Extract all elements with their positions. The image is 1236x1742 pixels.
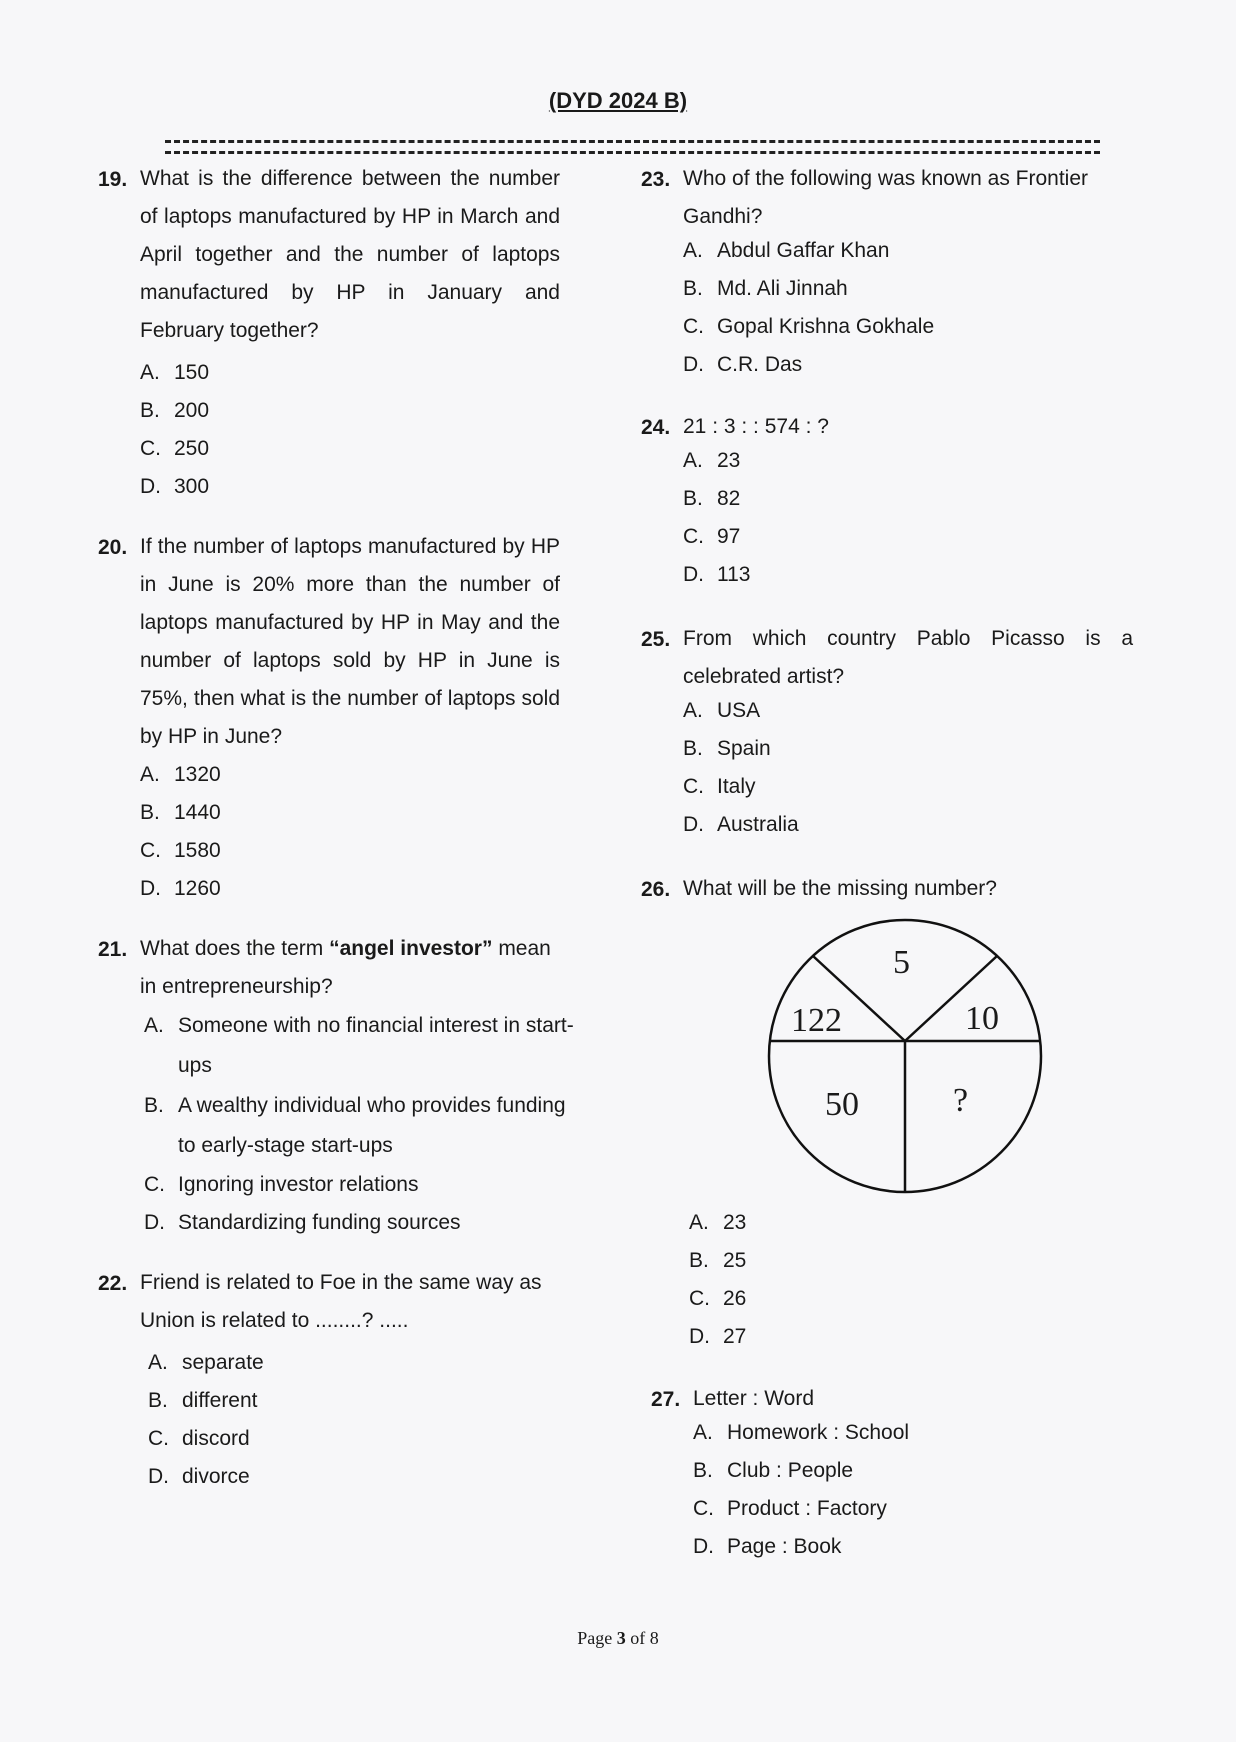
question-text: What does the term “angel investor” mean in entrepreneurship? (140, 937, 551, 998)
question-text: Letter : Word (693, 1387, 814, 1410)
option-b: B. Club : People (693, 1459, 854, 1482)
option-a: A. 23 (683, 449, 741, 472)
option-d: D. C.R. Das (683, 353, 803, 376)
option-b: B. Spain (683, 737, 771, 760)
question-number: 22. (98, 1272, 128, 1295)
option-c: C. Italy (683, 775, 756, 798)
option-b: B. 1440 (140, 801, 221, 824)
question-20 (98, 536, 598, 908)
question-text: What is the difference between the number of laptops manufactured by HP in March and April together and the number of laptops manufactured by HP in January and February together? (140, 167, 560, 342)
option-c: C. 26 (689, 1287, 747, 1310)
question-number: 25. (641, 628, 671, 651)
question-23 (641, 168, 1161, 384)
diagram-right-value: 10 (965, 1000, 999, 1037)
option-c: C. 250 (140, 437, 210, 460)
option-a: A. separate (148, 1351, 264, 1374)
option-d: D. 27 (689, 1325, 747, 1348)
option-b: B. A wealthy individual who provides funding to early-stage start-ups (144, 1094, 566, 1157)
option-c: C. Gopal Krishna Gokhale (683, 315, 935, 338)
option-c: C. 97 (683, 525, 741, 548)
option-a: A. USA (683, 699, 761, 722)
option-a: A. Abdul Gaffar Khan (683, 239, 890, 262)
question-24 (641, 416, 1161, 594)
diagram-top-value: 5 (893, 944, 910, 981)
question-number: 23. (641, 168, 671, 191)
question-number: 19. (98, 168, 128, 191)
number-circle-diagram (765, 916, 1045, 1196)
left-column (98, 168, 598, 1496)
question-number: 21. (98, 938, 128, 961)
question-22 (98, 1272, 598, 1496)
option-c: C. discord (148, 1427, 250, 1450)
question-text: From which country Pablo Picasso is a celebrated artist? (683, 627, 1133, 688)
option-d: D. Page : Book (693, 1535, 842, 1558)
question-text: If the number of laptops manufactured by HP in June is 20% more than the number of laptops manufactured by HP in May and the number of laptops sold by HP in June is 75%, then what is the number of laptops sold by HP in June? (140, 535, 560, 748)
option-a: A. Homework : School (693, 1421, 910, 1444)
question-text: 21 : 3 : : 574 : ? (683, 415, 829, 438)
question-text: Friend is related to Foe in the same way as Union is related to ........? ..... (140, 1271, 542, 1332)
diagram-missing-value: ? (953, 1082, 969, 1119)
question-27 (651, 1388, 1161, 1566)
option-c: C. Ignoring investor relations (144, 1173, 419, 1196)
option-d: D. 300 (140, 475, 210, 498)
option-c: C. 1580 (140, 839, 221, 862)
option-d: D. divorce (148, 1465, 250, 1488)
right-column (641, 168, 1161, 1566)
option-d: D. Australia (683, 813, 799, 836)
header-divider (165, 140, 1100, 154)
option-d: D. 1260 (140, 877, 221, 900)
question-number: 24. (641, 416, 671, 439)
question-number: 27. (651, 1388, 681, 1411)
option-a: A. 23 (689, 1211, 747, 1234)
question-number: 26. (641, 878, 671, 901)
option-c: C. Product : Factory (693, 1497, 887, 1520)
option-b: B. different (148, 1389, 258, 1412)
option-b: B. Md. Ali Jinnah (683, 277, 848, 300)
bold-term: “angel investor” (329, 937, 493, 960)
option-a: A. Someone with no financial interest in start-ups (144, 1014, 574, 1077)
paper-code-title: (DYD 2024 B) (548, 88, 688, 113)
question-19 (98, 168, 598, 506)
diagram-bottom-left-value: 50 (825, 1086, 859, 1123)
question-25 (641, 628, 1161, 844)
option-d: D. Standardizing funding sources (144, 1211, 461, 1234)
question-text: Who of the following was known as Frontier Gandhi? (683, 167, 1089, 228)
option-b: B. 200 (140, 399, 210, 422)
question-text: What will be the missing number? (683, 877, 997, 900)
option-b: B. 82 (683, 487, 741, 510)
option-d: D. 113 (683, 563, 751, 586)
page-number: Page 3 of 8 (577, 1628, 659, 1648)
question-21 (98, 938, 598, 1242)
option-a: A. 150 (140, 361, 210, 384)
diagram-left-value: 122 (791, 1002, 842, 1039)
question-26 (641, 878, 1161, 1356)
question-number: 20. (98, 536, 128, 559)
option-b: B. 25 (689, 1249, 747, 1272)
option-a: A. 1320 (140, 763, 221, 786)
